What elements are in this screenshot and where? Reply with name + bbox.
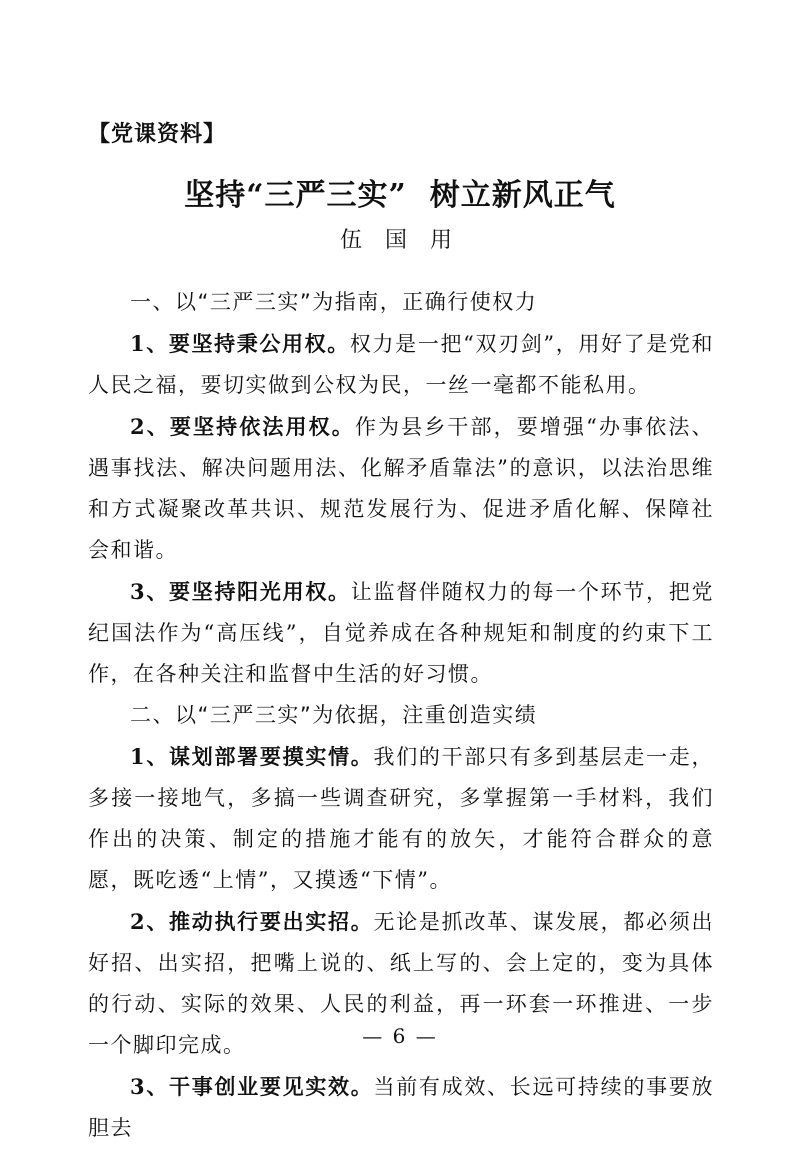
paragraph	[88, 571, 714, 695]
paragraph-lead: 1、谋划部署要摸实情。	[130, 744, 374, 769]
paragraph-lead: 2、推动执行要出实招。	[130, 909, 374, 934]
doc-author: 伍 国 用	[340, 228, 460, 253]
section-heading: 二、以“三严三实”为依据，注重创造实绩	[130, 703, 538, 727]
paragraph-lead: 1、要坚持秉公用权。	[130, 331, 350, 356]
paragraph-text: 无论是抓改革、谋发展，都必须出好招、出实招，把嘴上说的、纸上写的、会上定的，变为具体的行动、实际的效果、人民的利益，再一环套一环推进、一步一个脚印完成。	[88, 910, 714, 1057]
doc-tag: 【党课资料】	[88, 122, 227, 147]
paragraph-lead: 3、干事创业要见实效。	[130, 1074, 374, 1099]
paragraph	[88, 406, 714, 571]
paragraph-text: 我们的干部只有多到基层走一走，多接一接地气，多搞一些调查研究，多掌握第一手材料，我们作出的决策、制定的措施才能有的放矢，才能符合群众的意愿，既吃透“上情”，又摸透“下情”。	[88, 745, 714, 892]
paragraph	[88, 323, 714, 406]
paragraph-text: 权力是一把“双刃剑”，用好了是党和人民之福，要切实做到公权为民，一丝一毫都不能私用。	[88, 332, 714, 397]
doc-title: 坚持“三严三实” 树立新风正气	[184, 178, 616, 213]
doc-body	[88, 282, 714, 1149]
paragraph-text: 作为县乡干部，要增强“办事依法、遇事找法、解决问题用法、化解矛盾靠法”的意识，以法治思维和方式凝聚改革共识、规范发展行为、促进矛盾化解、保障社会和谐。	[88, 415, 714, 562]
paragraph-text: 当前有成效、长远可持续的事要放胆去	[88, 1075, 714, 1140]
page-number: — 6 —	[362, 1024, 438, 1048]
paragraph-lead: 2、要坚持依法用权。	[130, 414, 355, 439]
section-heading: 一、以“三严三实”为指南，正确行使权力	[130, 290, 538, 314]
paragraph	[88, 1066, 714, 1149]
paragraph	[88, 736, 714, 901]
paragraph-text: 让监督伴随权力的每一个环节，把党纪国法作为“高压线”，自觉养成在各种规矩和制度的约束下工作，在各种关注和监督中生活的好习惯。	[88, 580, 714, 686]
paragraph-lead: 3、要坚持阳光用权。	[130, 579, 351, 604]
